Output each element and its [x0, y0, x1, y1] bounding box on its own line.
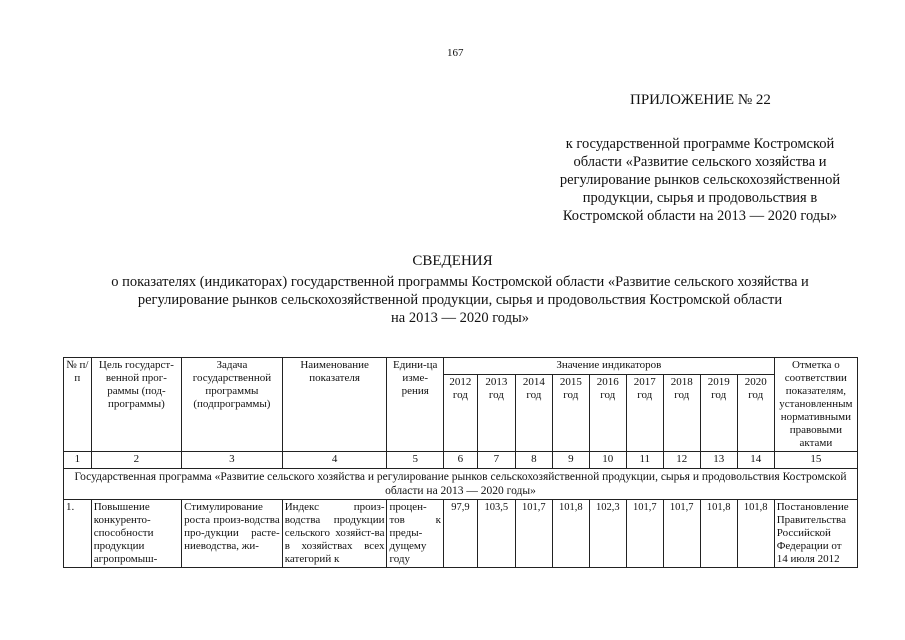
row-value: 97,9 [443, 500, 477, 568]
row-goal: Повышение конкуренто-способности продукции агропромыш- [91, 500, 181, 568]
row-value: 101,8 [737, 500, 774, 568]
year-header: 2015 год [552, 375, 589, 452]
year-header: 2013 год [477, 375, 515, 452]
header-num: № п/п [64, 358, 92, 452]
reference-line: регулирование рынков сельскохозяйственной [559, 172, 841, 188]
appendix-title: ПРИЛОЖЕНИЕ № 22 [630, 92, 771, 108]
column-number: 1 [64, 452, 92, 469]
column-number: 9 [552, 452, 589, 469]
program-reference [540, 135, 860, 225]
row-value: 101,7 [626, 500, 663, 568]
year-header: 2018 год [663, 375, 700, 452]
row-indicator: Индекс произ-водства продукции сельского хозяйст-ва в хозяйствах всех категорий к [282, 500, 387, 568]
header-goal: Цель государст-венной прог-раммы (под-программы) [91, 358, 181, 452]
column-number: 12 [663, 452, 700, 469]
row-mark: Постановление Правительства Российской Федерации от 14 июля 2012 [774, 500, 857, 568]
column-number: 3 [182, 452, 283, 469]
column-number: 10 [589, 452, 626, 469]
year-header: 2017 год [626, 375, 663, 452]
row-value: 103,5 [477, 500, 515, 568]
document-subtitle [80, 273, 840, 327]
row-value: 101,8 [700, 500, 737, 568]
header-mark: Отметка о соответствии показателям, установленным нормативными правовыми актами [774, 358, 857, 452]
year-header: 2014 год [515, 375, 552, 452]
document-heading: СВЕДЕНИЯ [412, 253, 493, 269]
row-unit: процен-тов к преды-дущему году [387, 500, 443, 568]
column-number: 15 [774, 452, 857, 469]
year-header: 2016 год [589, 375, 626, 452]
subtitle-line: на 2013 — 2020 годы» [391, 310, 529, 326]
header-indicator: Наименование показателя [282, 358, 387, 452]
header-values-group: Значение индикаторов [443, 358, 774, 375]
row-value: 101,8 [552, 500, 589, 568]
row-value: 101,7 [663, 500, 700, 568]
column-number: 6 [443, 452, 477, 469]
column-number: 5 [387, 452, 443, 469]
table-row [64, 500, 858, 568]
column-number-row [64, 452, 858, 469]
row-value: 102,3 [589, 500, 626, 568]
year-header: 2012 год [443, 375, 477, 452]
row-value: 101,7 [515, 500, 552, 568]
header-task: Задача государственной программы (подпрограммы) [182, 358, 283, 452]
subtitle-line: о показателях (индикаторах) государственной программы Костромской области «Развитие сельского хозяйства и [111, 274, 809, 290]
row-num: 1. [64, 500, 92, 568]
page-number: 167 [447, 47, 464, 59]
reference-line: к государственной программе Костромской [565, 136, 835, 152]
reference-line: Костромской области на 2013 — 2020 годы» [562, 208, 838, 224]
reference-line: продукции, сырья и продовольствия в [582, 190, 818, 206]
header-unit: Едини-ца изме-рения [387, 358, 443, 452]
column-number: 13 [700, 452, 737, 469]
subtitle-line: регулирование рынков сельскохозяйственной продукции, сырья и продовольствия Костромской области [137, 292, 783, 308]
column-number: 8 [515, 452, 552, 469]
year-header: 2019 год [700, 375, 737, 452]
column-number: 7 [477, 452, 515, 469]
program-title-row [64, 469, 858, 500]
column-number: 4 [282, 452, 387, 469]
indicators-table [63, 357, 858, 568]
column-number: 2 [91, 452, 181, 469]
program-title: Государственная программа «Развитие сельского хозяйства и регулирование рынков сельскохозяйственной продукции, сырья и продовольствия Костромской области на 2013 — 2020 годы» [64, 469, 858, 500]
column-number: 11 [626, 452, 663, 469]
row-task: Стимулирование роста произ-водства про-дукции расте-ниеводства, жи- [182, 500, 283, 568]
reference-line: области «Развитие сельского хозяйства и [573, 154, 827, 170]
year-header: 2020 год [737, 375, 774, 452]
column-number: 14 [737, 452, 774, 469]
